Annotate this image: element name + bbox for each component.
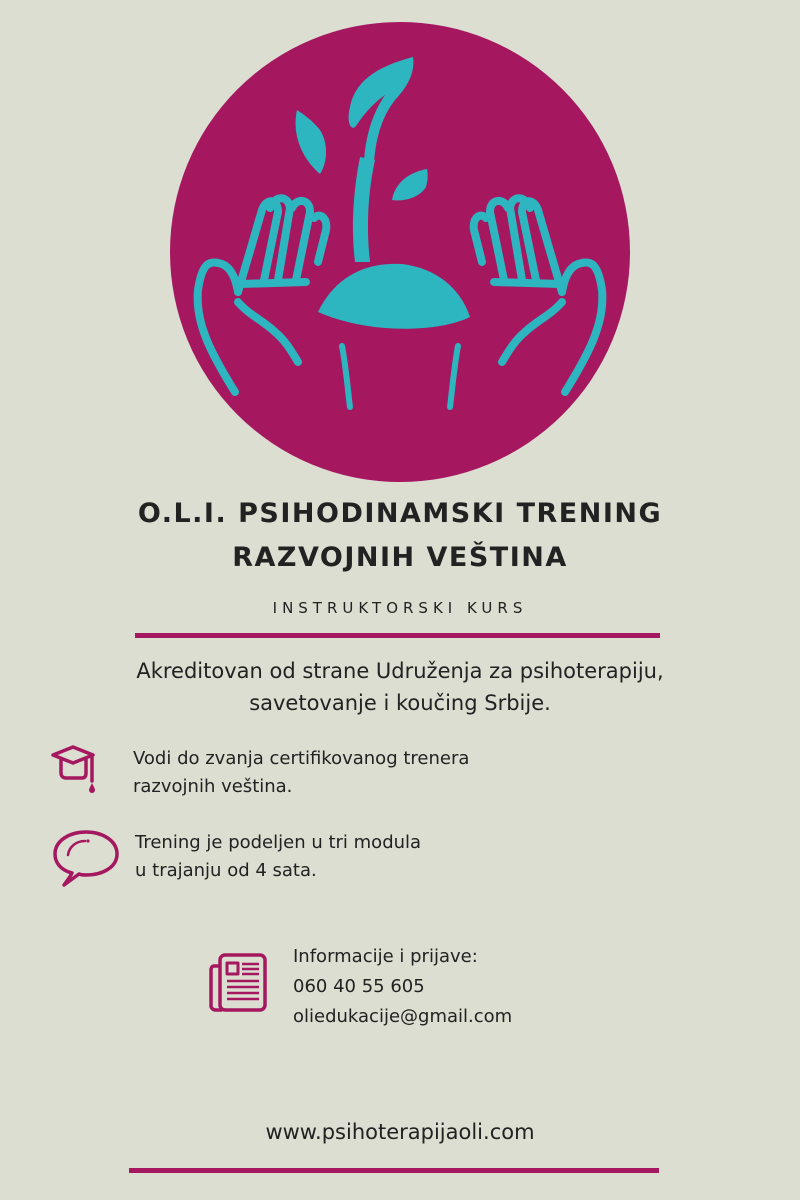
speech-bubble-icon [52, 829, 120, 889]
divider-top [135, 633, 660, 638]
page-title-line-1: O.L.I. PSIHODINAMSKI TRENING [137, 498, 663, 529]
graduation-cap-icon [50, 743, 96, 797]
feature-modules [135, 829, 421, 885]
feature-certification [133, 745, 469, 801]
feature-certification-line-2: razvojnih veština. [133, 776, 293, 797]
contact-phone[interactable]: 060 40 55 605 [293, 976, 425, 997]
hands-holding-sprout-icon [170, 22, 630, 482]
divider-bottom [129, 1168, 659, 1173]
contact-label: Informacije i prijave: [293, 946, 478, 967]
newspaper-icon [208, 952, 268, 1014]
feature-certification-line-1: Vodi do zvanja certifikovanog trenera [133, 748, 470, 769]
contact-email[interactable]: oliedukacije@gmail.com [293, 1006, 513, 1027]
subtitle: INSTRUKTORSKI KURS [272, 599, 528, 617]
website-link[interactable]: www.psihoterapijaoli.com [265, 1120, 535, 1144]
accreditation-line-2: savetovanje i koučing Srbije. [249, 691, 551, 715]
page-title-line-2: RAZVOJNIH VEŠTINA [232, 542, 568, 573]
feature-modules-line-1: Trening je podeljen u tri modula [135, 832, 422, 853]
feature-modules-line-2: u trajanju od 4 sata. [135, 860, 317, 881]
contact-info [293, 942, 512, 1032]
accreditation-line-1: Akreditovan od strane Udruženja za psihoterapiju, [136, 659, 664, 683]
accreditation-text [0, 655, 800, 719]
